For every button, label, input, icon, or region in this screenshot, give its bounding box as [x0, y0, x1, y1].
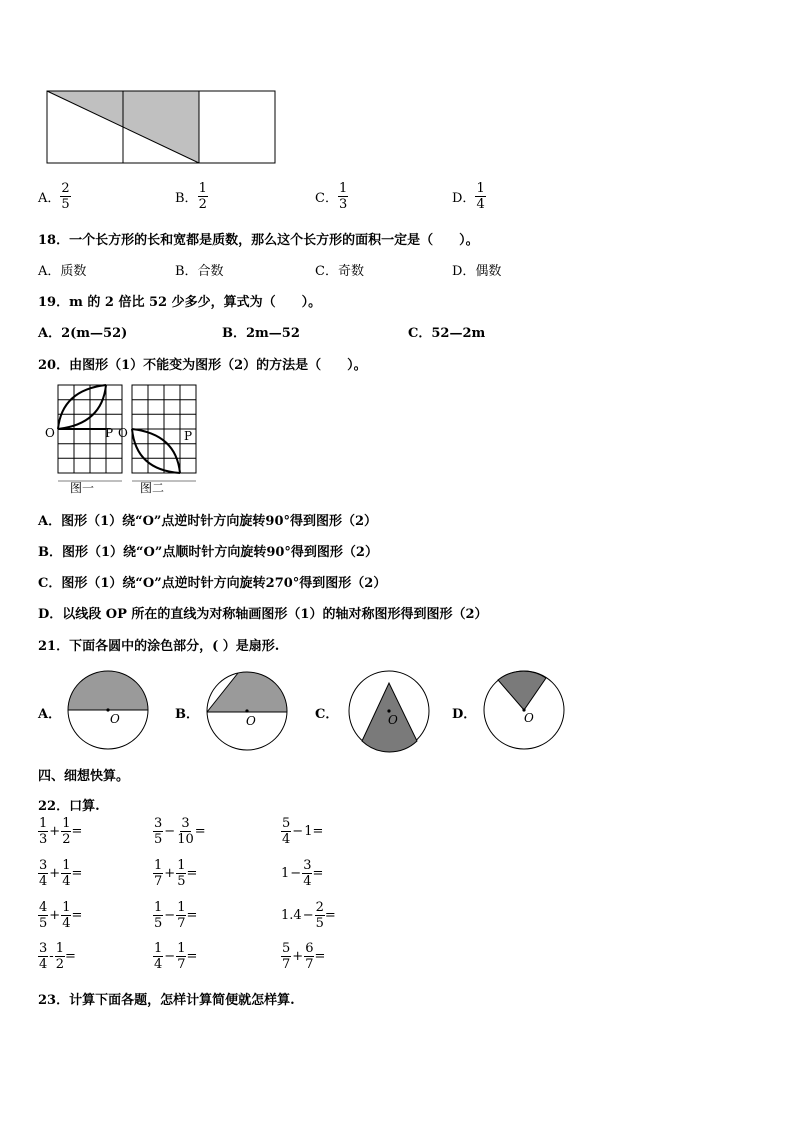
fraction [38, 901, 48, 930]
numerator: 1 [55, 941, 64, 956]
q21-option-b-letter[interactable]: B． [175, 707, 199, 722]
q22-expression[interactable] [38, 859, 82, 888]
numerator: 3 [303, 858, 312, 873]
equals-sign: = [71, 824, 83, 839]
denominator: 4 [62, 916, 71, 931]
q21-option-a-letter[interactable]: A． [38, 707, 62, 722]
q22-expression[interactable] [153, 901, 197, 930]
option-letter: C． [315, 191, 338, 206]
q18-stem: 18．一个长方形的长和宽都是质数，那么这个长方形的面积一定是（ ）。 [38, 233, 479, 248]
q20-option-c[interactable]: C．图形（1）绕“O”点逆时针方向旋转270°得到图形（2） [38, 576, 387, 591]
operator: + [49, 824, 61, 839]
q18-option-a[interactable]: A．质数 [38, 264, 87, 279]
option-letter: B． [175, 191, 198, 206]
numerator: 1 [177, 858, 186, 873]
denominator: 2 [55, 957, 64, 972]
q22-expression[interactable] [153, 859, 197, 888]
q22-expression[interactable] [38, 942, 76, 971]
numerator: 1 [177, 941, 186, 956]
numerator: 4 [39, 900, 48, 915]
fraction: $\frac{1}{4}$ [476, 181, 485, 212]
operator: + [292, 949, 304, 964]
numerator: 1 [62, 816, 71, 831]
operator: − [164, 824, 176, 839]
q22-expression[interactable] [281, 859, 323, 888]
operator: − [302, 908, 314, 923]
denominator: 5 [154, 832, 163, 847]
option-letter: D． [452, 191, 476, 206]
q22-expression[interactable] [281, 817, 323, 846]
q22-expression[interactable] [281, 942, 325, 971]
equals-sign: = [186, 949, 198, 964]
circle-b-center-label: O [246, 714, 256, 728]
numerator: 3 [39, 941, 48, 956]
fig1-point-p: P [105, 426, 114, 440]
fig1-caption: 图一 [70, 481, 95, 495]
q19-option-a[interactable]: A．2(m—52) [38, 326, 128, 341]
q21-option-c-letter[interactable]: C． [315, 707, 339, 722]
numerator: 2 [315, 900, 324, 915]
q23-stem: 23．计算下面各题，怎样计算简便就怎样算. [38, 993, 295, 1008]
numerator: 1 [154, 900, 163, 915]
denominator: 4 [303, 874, 312, 889]
q17-figure [45, 89, 277, 165]
fig2-point-p: P [184, 429, 193, 443]
fraction [38, 859, 48, 888]
q17-option-b[interactable] [175, 182, 208, 211]
denominator: 7 [154, 874, 163, 889]
fraction [55, 942, 65, 971]
circle-b-center-dot [245, 709, 248, 712]
q17-square-3 [199, 91, 275, 163]
denominator: 5 [39, 916, 48, 931]
q20-figures [40, 380, 210, 498]
circle-c-center-label: O [388, 713, 398, 727]
fig2-point-o: O [118, 426, 128, 440]
q19-option-c[interactable]: C．52—2m [408, 326, 486, 341]
figure-1-shape [58, 385, 106, 429]
numerator: 3 [181, 816, 190, 831]
operand: 1 [304, 824, 313, 839]
equals-sign: = [64, 949, 76, 964]
q18-option-c[interactable]: C．奇数 [315, 264, 364, 279]
q20-option-a[interactable]: A．图形（1）绕“O”点逆时针方向旋转90°得到图形（2） [38, 514, 378, 529]
numerator: 1 [177, 900, 186, 915]
numerator: 1 [62, 900, 71, 915]
numerator: 1 [62, 858, 71, 873]
equals-sign: = [312, 866, 324, 881]
equals-sign: = [312, 824, 324, 839]
denominator: 2 [62, 832, 71, 847]
circle-b-shaded-segment [207, 672, 287, 712]
equals-sign: = [186, 866, 198, 881]
fraction [153, 859, 163, 888]
numerator: 1 [154, 858, 163, 873]
q22-expression[interactable] [153, 817, 206, 846]
q22-expression[interactable] [38, 901, 82, 930]
denominator: 7 [282, 957, 291, 972]
q18-option-b[interactable]: B．合数 [175, 264, 224, 279]
circle-a-center-label: O [110, 712, 120, 726]
fraction [61, 817, 71, 846]
fig1-point-o: O [45, 426, 55, 440]
denominator: 4 [154, 957, 163, 972]
equals-sign: = [71, 866, 83, 881]
q21-stem: 21．下面各圆中的涂色部分，( ）是扇形. [38, 639, 280, 654]
circle-d-center-label: O [524, 711, 534, 725]
numerator: 5 [282, 816, 291, 831]
q19-option-b[interactable]: B．2m—52 [222, 326, 300, 341]
denominator: 5 [154, 916, 163, 931]
equals-sign: = [324, 908, 336, 923]
q22-expression[interactable] [153, 942, 197, 971]
fig2-caption: 图二 [140, 481, 165, 495]
denominator: 5 [177, 874, 186, 889]
fraction [176, 859, 186, 888]
q22-stem: 22．口算. [38, 799, 100, 814]
denominator: 7 [305, 957, 314, 972]
operand: 1 [281, 866, 290, 881]
fraction [176, 942, 186, 971]
denominator: 5 [315, 916, 324, 931]
fraction [153, 817, 163, 846]
fraction: $\frac{1}{3}$ [338, 181, 348, 212]
option-letter: A． [38, 191, 61, 206]
fraction [304, 942, 314, 971]
operator: + [49, 908, 61, 923]
numerator: 1 [154, 941, 163, 956]
operand: 1.4 [281, 908, 302, 923]
fraction [153, 942, 163, 971]
denominator: 7 [177, 957, 186, 972]
denominator: 7 [177, 916, 186, 931]
equals-sign: = [186, 908, 198, 923]
equals-sign: = [314, 949, 326, 964]
fraction [61, 859, 71, 888]
fraction [281, 942, 291, 971]
operator: + [49, 866, 61, 881]
equals-sign: = [71, 908, 83, 923]
q22-expression[interactable] [38, 817, 82, 846]
operator: − [290, 866, 302, 881]
operator: - [49, 949, 54, 964]
q19-stem: 19．m 的 2 倍比 52 少多少，算式为（ ）。 [38, 295, 322, 310]
numerator: 1 [39, 816, 48, 831]
fraction [176, 901, 186, 930]
q21-circle-c[interactable] [347, 670, 431, 754]
q20-stem: 20．由图形（1）不能变为图形（2）的方法是（ ）。 [38, 358, 367, 373]
denominator: 4 [62, 874, 71, 889]
section-4-title: 四、细想快算。 [38, 769, 130, 784]
circle-d-shaded-sector [498, 671, 546, 710]
denominator: 4 [39, 957, 48, 972]
q21-option-d-letter[interactable]: D． [452, 707, 477, 722]
fraction [38, 942, 48, 971]
q20-option-d[interactable]: D．以线段 OP 所在的直线为对称轴画图形（1）的轴对称图形得到图形（2） [38, 607, 488, 622]
denominator: 4 [282, 832, 291, 847]
q17-option-d[interactable] [452, 182, 486, 211]
numerator: 3 [154, 816, 163, 831]
fraction [153, 901, 163, 930]
fraction [61, 901, 71, 930]
operator: + [164, 866, 176, 881]
operator: − [164, 949, 176, 964]
operator: − [292, 824, 304, 839]
circle-a-shaded-segment [68, 671, 148, 710]
operator: − [164, 908, 176, 923]
figure-2-shape [132, 429, 180, 473]
fraction [38, 817, 48, 846]
q17-option-c[interactable] [315, 182, 348, 211]
q17-option-a[interactable] [38, 182, 71, 211]
fraction: $\frac{1}{2}$ [198, 181, 207, 212]
q18-option-d[interactable]: D．偶数 [452, 264, 502, 279]
numerator: 5 [282, 941, 291, 956]
fraction: $\frac{2}{5}$ [61, 181, 70, 212]
q21-circle-a[interactable] [66, 670, 150, 752]
denominator: 3 [39, 832, 48, 847]
denominator: 4 [39, 874, 48, 889]
q21-circle-b[interactable] [205, 670, 289, 752]
fraction [315, 901, 325, 930]
numerator: 6 [305, 941, 314, 956]
q21-circle-d[interactable] [482, 670, 566, 752]
q20-option-b[interactable]: B．图形（1）绕“O”点顺时针方向旋转90°得到图形（2） [38, 545, 378, 560]
equals-sign: = [194, 824, 206, 839]
fraction [176, 817, 195, 846]
fraction [281, 817, 291, 846]
numerator: 3 [39, 858, 48, 873]
q22-expression[interactable] [281, 901, 336, 930]
fraction [302, 859, 312, 888]
denominator: 10 [177, 832, 194, 847]
